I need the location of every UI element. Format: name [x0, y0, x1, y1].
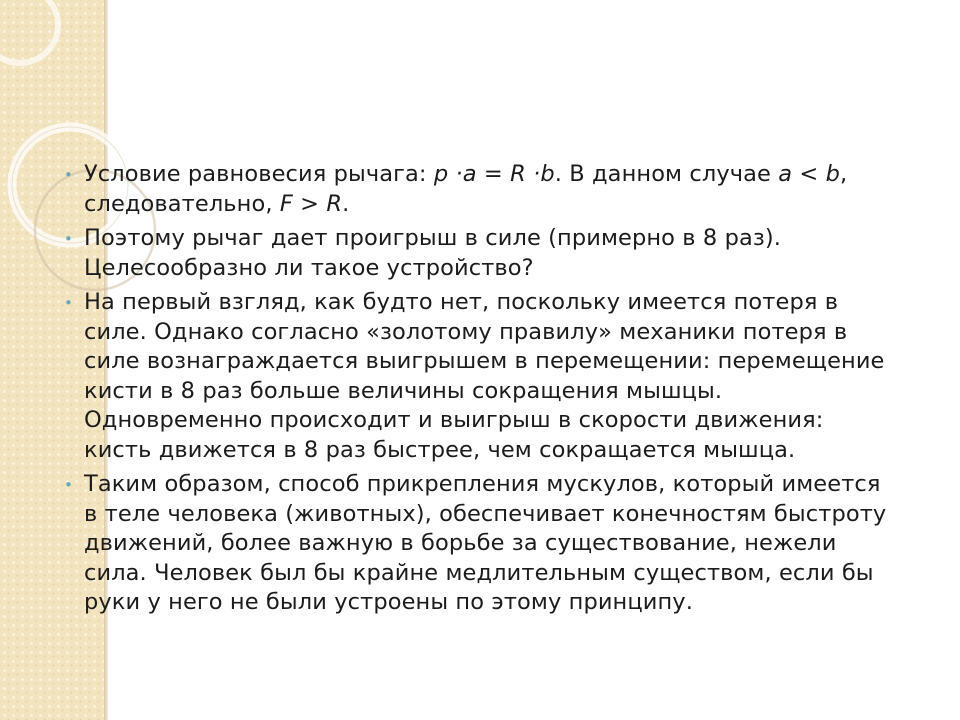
bullet-text: Таким образом, способ прикрепления мускулов, который имеется в теле человека (животных), обеспечивает конечностям быстроту движений, более важную в борьбе за существование, нежели сила. Человек был бы крайне медлительным существом, если бы руки у него не были устроены по этому принципу. — [84, 471, 887, 615]
bullet-icon: • — [64, 230, 73, 248]
bullet-text: На первый взгляд, как будто нет, поскольку имеется потеря в силе. Однако согласно «золотому правилу» механики потеря в силе вознаграждается выигрышем в перемещении: перемещение кисти в 8 раз больше величины сокращения мышцы. Одновременно происходит и выигрыш в скорости движения: кисть движется в 8 раз быстрее, чем сокращается мышца. — [84, 289, 885, 463]
bullet-icon: • — [64, 294, 73, 312]
slide-body — [62, 160, 892, 623]
bullet-icon: • — [64, 166, 73, 184]
bullet-text: Условие равновесия рычага: p ·a = R ·b. В данном случае a < b, следовательно, F > R. — [84, 161, 848, 217]
bullet-item — [62, 288, 892, 465]
bullet-icon: • — [64, 476, 73, 494]
bullet-item — [62, 470, 892, 618]
bullet-item — [62, 224, 892, 283]
bullet-item — [62, 160, 892, 219]
bullet-text: Поэтому рычаг дает проигрыш в силе (примерно в 8 раз). Целесообразно ли такое устройство? — [84, 225, 782, 281]
